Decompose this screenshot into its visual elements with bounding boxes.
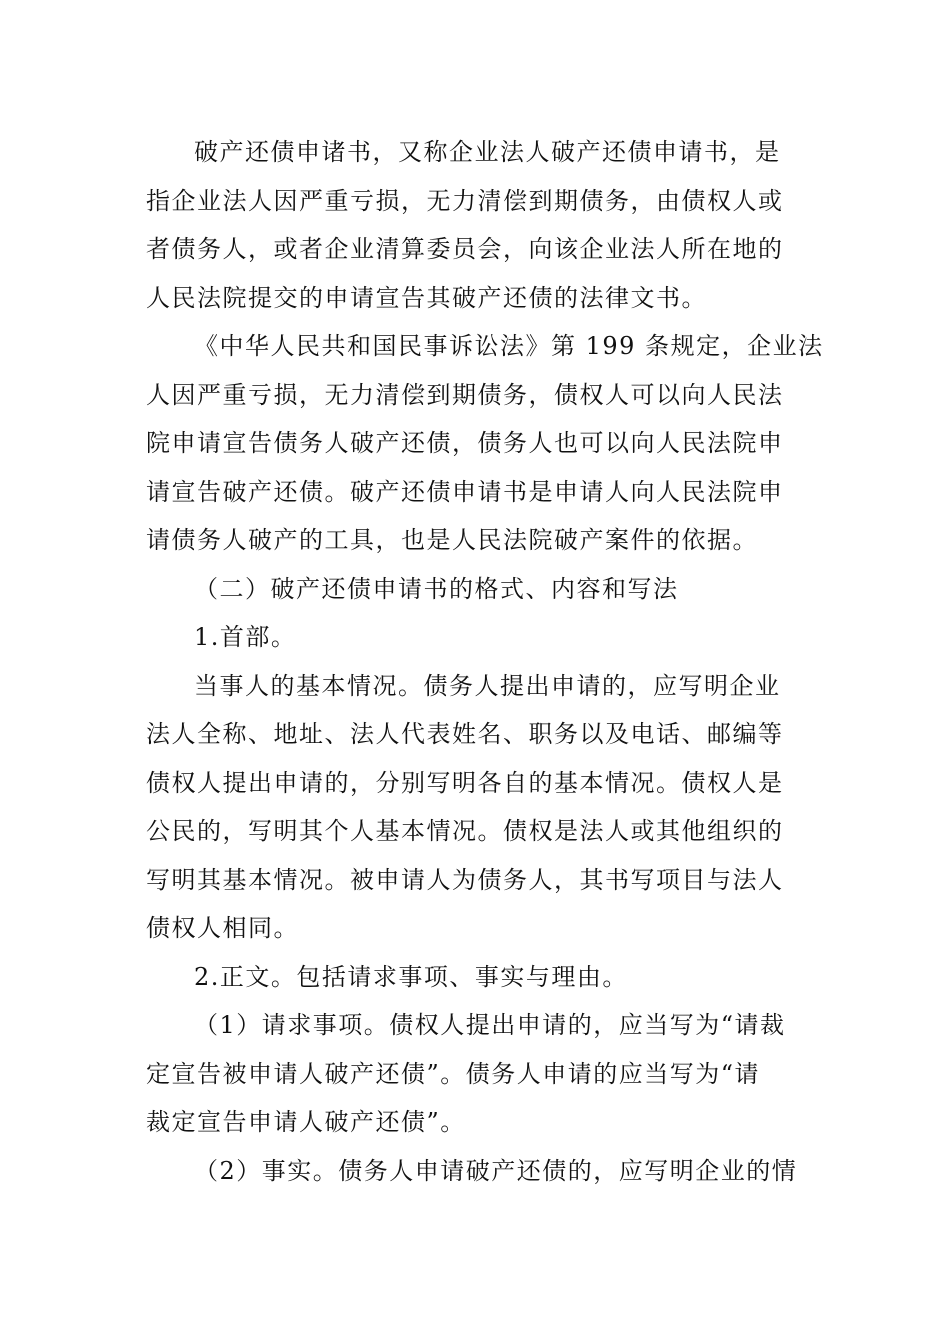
document-body	[146, 128, 824, 1195]
heading-text: （二）破产还债申请书的格式、内容和写法	[194, 574, 679, 603]
text-line: （2）事实。债务人申请破产还债的，应写明企业的情	[194, 1156, 798, 1185]
text-line: （1）请求事项。债权人提出申请的，应当写为“请裁	[194, 1011, 786, 1039]
text-line: 写明其基本情况。被申请人为债务人，其书写项目与法人	[146, 865, 784, 894]
text-line: 《中华人民共和国民事诉讼法》第 199 条规定，企业法	[194, 332, 824, 360]
heading-text: 1.首部。	[194, 623, 297, 651]
text-line: 定宣告被申请人破产还债”。债务人申请的应当写为“请	[146, 1059, 761, 1088]
text-line: 法人全称、地址、法人代表姓名、职务以及电话、邮编等	[146, 720, 784, 748]
text-line: 债权人相同。	[146, 914, 299, 942]
text-line: 人因严重亏损，无力清偿到期债务，债权人可以向人民法	[146, 380, 784, 409]
paragraph-definition	[146, 128, 806, 322]
text-line: 公民的，写明其个人基本情况。债权是法人或其他组织的	[146, 817, 784, 845]
heading-text: 2.正文。包括请求事项、事实与理由。	[194, 962, 628, 991]
text-line: 院申请宣告债务人破产还债，债务人也可以向人民法院申	[146, 429, 784, 457]
text-line: 裁定宣告申请人破产还债”。	[146, 1108, 466, 1136]
text-line: 人民法院提交的申请宣告其破产还债的法律文书。	[146, 283, 707, 312]
paragraph-party-info	[146, 662, 806, 953]
text-line: 者债务人，或者企业清算委员会，向该企业法人所在地的	[146, 235, 784, 263]
subheading-body-part	[146, 953, 806, 1002]
subheading-header-part	[146, 613, 806, 662]
paragraph-facts	[146, 1147, 806, 1196]
text-line: 请宣告破产还债。破产还债申请书是申请人向人民法院申	[146, 477, 784, 506]
paragraph-request-items	[146, 1001, 806, 1147]
paragraph-legal-basis	[146, 322, 824, 565]
text-line: 破产还债申诸书，又称企业法人破产还债申请书，是	[194, 138, 781, 166]
section-heading-format	[146, 565, 806, 614]
text-line: 当事人的基本情况。债务人提出申请的，应写明企业	[194, 671, 781, 700]
text-line: 债权人提出申请的，分别写明各自的基本情况。债权人是	[146, 768, 784, 797]
text-line: 指企业法人因严重亏损，无力清偿到期债务，由债权人或	[146, 186, 784, 215]
text-line: 请债务人破产的工具，也是人民法院破产案件的依据。	[146, 526, 758, 554]
